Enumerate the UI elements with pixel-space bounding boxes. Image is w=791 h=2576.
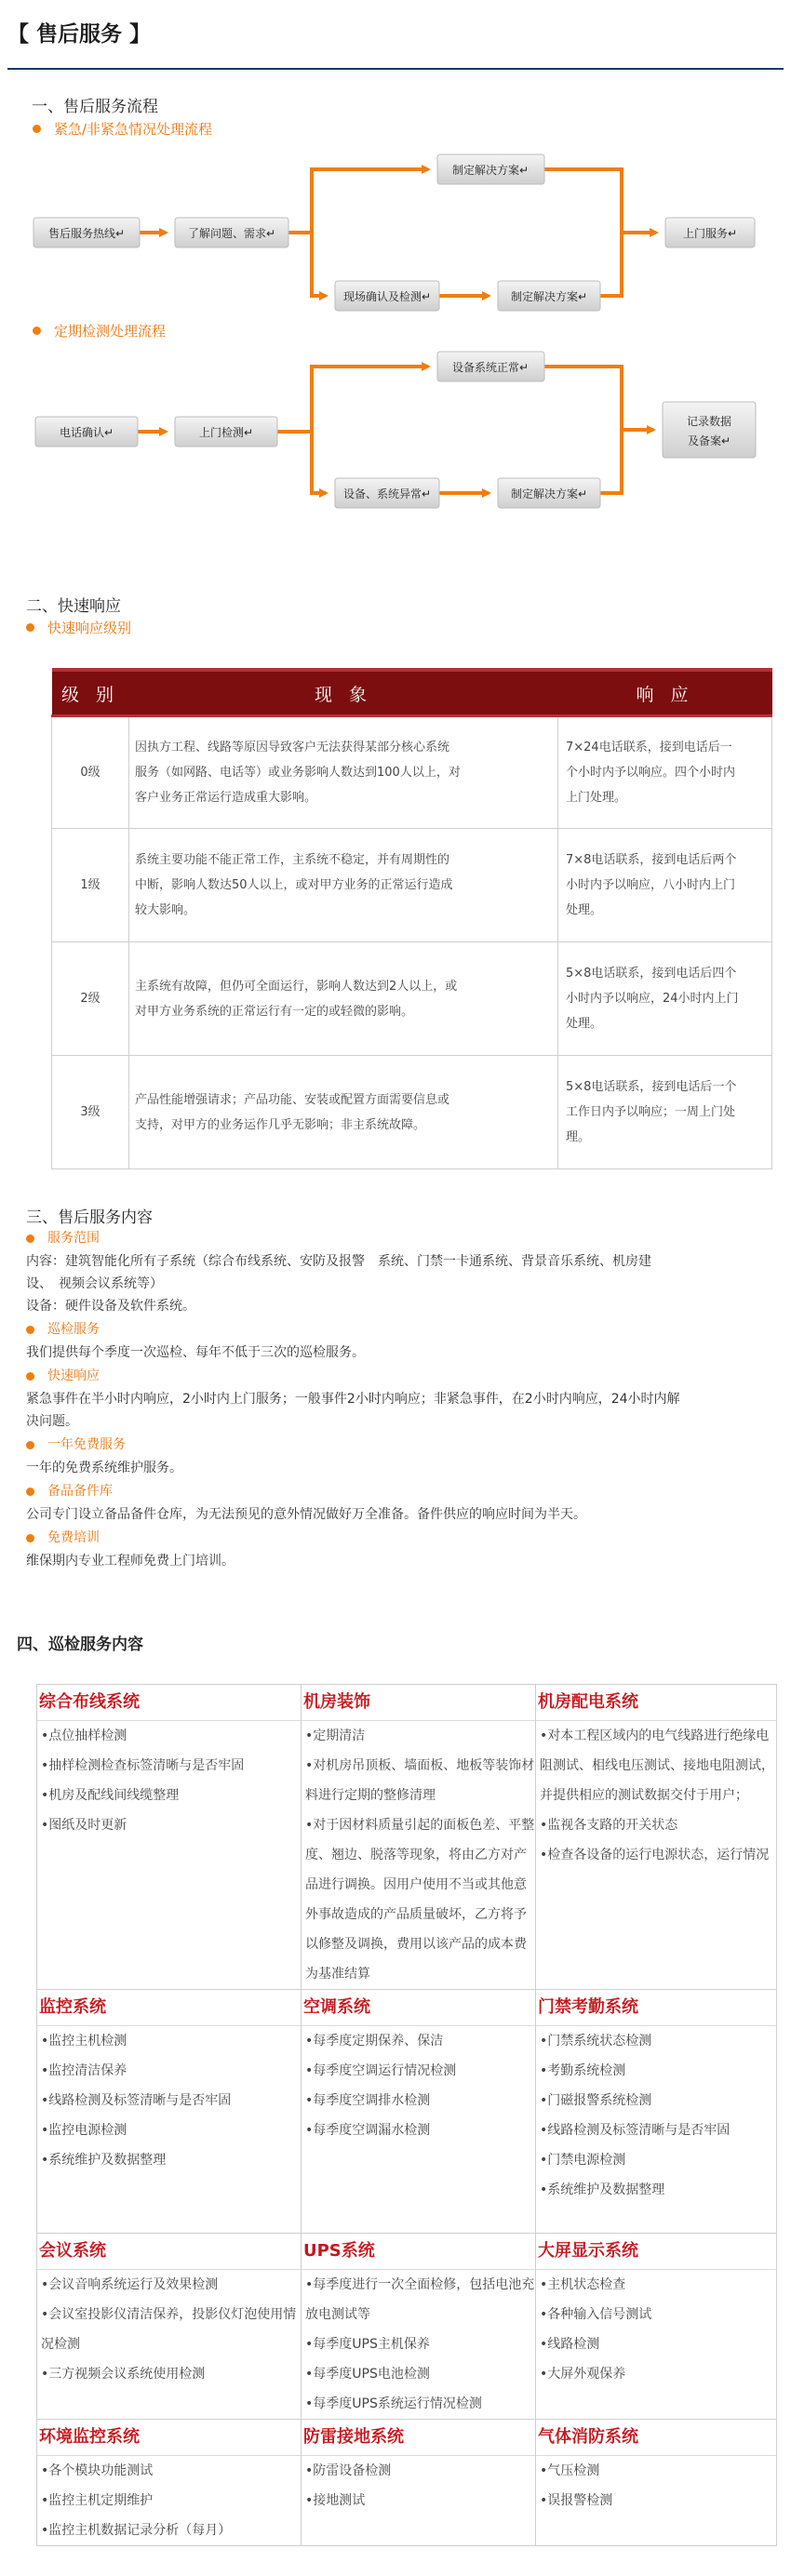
response-cell: 7×8电话联系，接到电话后两个 小时内予以响应，八小时内上门 处理。: [558, 829, 772, 942]
level-cell: 3级: [52, 1056, 129, 1169]
inspection-item: •线路检测及标签清晰与是否牢固: [540, 2123, 731, 2138]
inspection-item: •监控主机检测: [41, 2034, 127, 2049]
inspection-item: •监控清洁保养: [41, 2063, 127, 2078]
inspection-item: •对本工程区域内的电气线路进行绝缘电阻测试、相线电压测试、接地电阻测试，并提供相应的测试数据交付于用户；: [540, 1728, 774, 1803]
flow1-heading: 紧急/非紧急情况处理流程: [33, 119, 212, 139]
service-item: 一年免费服务 一年的免费系统维护服务。: [26, 1433, 780, 1479]
inspection-cell: [536, 1990, 777, 2234]
response-cell: 5×8电话联系，接到电话后四个 小时内予以响应，24小时内上门 处理。: [558, 942, 772, 1056]
inspection-item: •门禁电源检测: [540, 2153, 626, 2168]
flow1-plan-bottom-box: [498, 281, 600, 311]
inspection-system-title: 环境监控系统: [37, 2420, 301, 2456]
level-cell: 2级: [52, 942, 129, 1056]
inspection-item: •图纸及时更新: [41, 1818, 127, 1833]
inspection-item: •每季度UPS系统运行情况检测: [305, 2396, 482, 2411]
service-item-head: 服务范围: [47, 1231, 100, 1246]
inspection-system-title: 会议系统: [37, 2234, 301, 2270]
service-item-head: 免费培训: [47, 1530, 100, 1545]
phenomenon-cell: 系统主要功能不能正常工作，主系统不稳定，并有周期性的 中断，影响人数达50人以上，或对甲方业务的正常运行造成 较大影响。: [129, 829, 558, 942]
section-3-title: 三、售后服务内容: [26, 1208, 153, 1227]
phenomenon-cell: 因执方工程、线路等原因导致客户无法获得某部分核心系统 服务（如网路、电话等）或业务影响人数达到100人以上，对 客户业务正常运行造成重大影响。: [129, 716, 558, 829]
inspection-item: •会议室投影仪清洁保养，投影仪灯泡使用情况检测: [41, 2307, 297, 2352]
flow2-confirm-label: 电话确认↵: [59, 426, 114, 439]
inspection-cell: [536, 2234, 777, 2420]
inspection-item: •监控主机定期维护: [41, 2493, 154, 2508]
flow2-diagram: [0, 342, 791, 528]
inspection-cell: [302, 2420, 536, 2546]
flow1-start-box: [34, 218, 140, 247]
inspection-grid: [36, 1684, 777, 2546]
bullet-dot-icon: [33, 125, 41, 133]
inspection-item: •接地测试: [305, 2493, 366, 2508]
inspection-item: •误报警检测: [540, 2493, 613, 2508]
flow1-plan-top-box: [437, 154, 544, 184]
inspection-item: •定期清洁: [305, 1728, 366, 1743]
inspection-item: •每季度空调排水检测: [305, 2093, 431, 2108]
flow2-visit-check-box: [175, 417, 277, 447]
inspection-cell: [37, 1685, 302, 1990]
section-1-title: 一、售后服务流程: [32, 98, 158, 116]
response-cell: 5×8电话联系，接到电话后一个 工作日内予以响应；一周上门处 理。: [558, 1056, 772, 1169]
inspection-cell: [302, 1685, 536, 1990]
inspection-item: •机房及配线间线缆整理: [41, 1788, 180, 1803]
response-level-heading: 快速响应级别: [26, 618, 131, 637]
response-level-table: [51, 668, 772, 1169]
flow1-understand-label: 了解问题、需求↵: [187, 227, 276, 240]
flow2-abnormal-label: 设备、系统异常↵: [342, 487, 432, 501]
flow2-heading: 定期检测处理流程: [33, 321, 166, 340]
inspection-item: •对于因材料质量引起的面板色差、平整度、翘边、脱落等现象，将由乙方对产品进行调换。因用户使用不当或其他意外事故造成的产品质量破坏，乙方将予以修整及调换，费用以该产品的成本费为基准结算: [305, 1818, 535, 1982]
inspection-item: •气压检测: [540, 2463, 600, 2478]
flow2-record-box: [663, 402, 756, 458]
flow2-normal-box: [437, 352, 544, 381]
bullet-dot-icon: [26, 1326, 34, 1334]
header-phenomenon: 现 象: [129, 670, 558, 716]
inspection-item: •各个模块功能测试: [41, 2463, 154, 2478]
inspection-item: •监控主机数据记录分析（每月）: [41, 2523, 232, 2538]
inspection-system-title: 机房装饰: [302, 1685, 535, 1721]
inspection-cell: [37, 1990, 302, 2234]
level-cell: 1级: [52, 829, 129, 942]
inspection-item: •线路检测: [540, 2337, 600, 2352]
section-2-title: 二、快速响应: [26, 597, 121, 616]
inspection-item: •会议音响系统运行及效果检测: [41, 2277, 219, 2292]
flow2-plan-label: 制定解决方案↵: [510, 487, 588, 501]
inspection-item: •主机状态检查: [540, 2277, 626, 2292]
flow1-understand-box: [175, 218, 288, 247]
service-item: 免费培训 维保期内专业工程师免费上门培训。: [26, 1526, 780, 1572]
inspection-item: •抽样检测检查标签清晰与是否牢固: [41, 1758, 245, 1773]
service-item: 备品备件库 公司专门设立备品备件仓库，为无法预见的意外情况做好万全准备。备件供应的响应时间为半天。: [26, 1479, 780, 1526]
inspection-item: •每季度定期保养、保洁: [305, 2034, 444, 2049]
flow1-plan-top-label: 制定解决方案↵: [451, 164, 530, 177]
flow1-visit-box: [665, 218, 755, 247]
header-divider: [7, 68, 784, 70]
flow1-plan-bottom-label: 制定解决方案↵: [510, 290, 588, 303]
inspection-item: •各种输入信号测试: [540, 2307, 652, 2322]
inspection-item: •门磁报警系统检测: [540, 2093, 652, 2108]
inspection-item: •考勤系统检测: [540, 2063, 626, 2078]
inspection-cell: [37, 2234, 302, 2420]
inspection-item: •监视各支路的开关状态: [540, 1818, 678, 1833]
service-item-head: 快速响应: [47, 1368, 100, 1383]
inspection-system-title: 防雷接地系统: [302, 2420, 535, 2456]
bullet-dot-icon: [26, 1372, 34, 1381]
grid-row: [37, 2234, 777, 2420]
service-item: 服务范围 内容：建筑智能化所有子系统（综合布线系统、安防及报警 系统、门禁一卡通系统、背景音乐系统、机房建 设、 视频会议系统等） 设备：硬件设备及软件系统。: [26, 1226, 780, 1317]
inspection-item: •每季度空调漏水检测: [305, 2123, 431, 2138]
inspection-item: •系统维护及数据整理: [540, 2182, 665, 2197]
page-title: 【 售后服务 】: [7, 22, 152, 47]
response-cell: 7×24电话联系，接到电话后一 个小时内予以响应。四个小时内 上门处理。: [558, 716, 772, 829]
section-4-title: 四、巡检服务内容: [17, 1635, 143, 1654]
inspection-item: •每季度UPS电池检测: [305, 2367, 430, 2382]
inspection-item: •大屏外观保养: [540, 2367, 626, 2382]
service-item-head: 一年免费服务: [47, 1437, 126, 1452]
bullet-dot-icon: [26, 623, 34, 632]
inspection-item: •点位抽样检测: [41, 1728, 127, 1743]
flow2-visit-check-label: 上门检测↵: [198, 426, 254, 439]
flow1-onsite-label: 现场确认及检测↵: [342, 290, 432, 303]
table-row: [52, 716, 772, 829]
flow2-confirm-box: [35, 417, 138, 447]
inspection-system-title: 大屏显示系统: [536, 2234, 776, 2270]
inspection-item: •三方视频会议系统使用检测: [41, 2367, 206, 2382]
inspection-cell: [536, 1685, 777, 1990]
bullet-dot-icon: [26, 1488, 34, 1496]
table-row: [52, 829, 772, 942]
flow2-abnormal-box: [335, 478, 439, 508]
bullet-dot-icon: [33, 327, 41, 335]
inspection-system-title: 门禁考勤系统: [536, 1990, 776, 2026]
grid-row: [37, 2420, 777, 2546]
service-item: 巡检服务 我们提供每个季度一次巡检、每年不低于三次的巡检服务。: [26, 1317, 780, 1364]
table-header-row: [52, 670, 772, 716]
inspection-item: •门禁系统状态检测: [540, 2034, 652, 2049]
phenomenon-cell: 主系统有故障，但仍可全面运行，影响人数达到2人以上，或 对甲方业务系统的正常运行有一定的或轻微的影响。: [129, 942, 558, 1056]
inspection-system-title: UPS系统: [302, 2234, 535, 2270]
inspection-system-title: 机房配电系统: [536, 1685, 776, 1721]
flow2-normal-label: 设备系统正常↵: [451, 361, 530, 374]
bullet-dot-icon: [26, 1534, 34, 1542]
service-item: 快速响应 紧急事件在半小时内响应，2小时内上门服务；一般事件2小时内响应；非紧急事件，在2小时内响应，24小时内解 决问题。: [26, 1364, 780, 1433]
inspection-system-title: 综合布线系统: [37, 1685, 301, 1721]
service-content-list: [26, 1226, 780, 1572]
inspection-system-title: 气体消防系统: [536, 2420, 776, 2456]
flow1-diagram: [0, 140, 791, 326]
grid-row: [37, 1685, 777, 1990]
inspection-item: •检查各设备的运行电源状态，运行情况: [540, 1848, 770, 1862]
table-row: [52, 942, 772, 1056]
header-response: 响 应: [558, 670, 772, 716]
bullet-dot-icon: [26, 1235, 34, 1243]
flow2-plan-box: [498, 478, 600, 508]
flow1-start-label: 售后服务热线↵: [47, 227, 126, 240]
inspection-cell: [302, 2234, 536, 2420]
inspection-cell: [37, 2420, 302, 2546]
phenomenon-cell: 产品性能增强请求；产品功能、安装或配置方面需要信息或 支持，对甲方的业务运作几乎无影响；非主系统故障。: [129, 1056, 558, 1169]
service-item-head: 备品备件库: [47, 1484, 113, 1499]
inspection-system-title: 监控系统: [37, 1990, 301, 2026]
level-cell: 0级: [52, 716, 129, 829]
inspection-item: •每季度UPS主机保养: [305, 2337, 430, 2352]
inspection-system-title: 空调系统: [302, 1990, 535, 2026]
flow1-onsite-box: [335, 281, 439, 311]
inspection-item: •线路检测及标签清晰与是否牢固: [41, 2093, 232, 2108]
grid-row: [37, 1990, 777, 2234]
flow1-visit-label: 上门服务↵: [682, 227, 738, 240]
inspection-item: •系统维护及数据整理: [41, 2153, 167, 2168]
inspection-item: •对机房吊顶板、墙面板、地板等装饰材料进行定期的整修清理: [305, 1758, 535, 1803]
inspection-item: •监控电源检测: [41, 2123, 127, 2138]
flow2-record-line-2: 及备案↵: [687, 434, 731, 447]
bullet-dot-icon: [26, 1441, 34, 1449]
flow2-record-line-1: 记录数据: [686, 415, 732, 428]
inspection-item: •防雷设备检测: [305, 2463, 392, 2478]
table-row: [52, 1056, 772, 1169]
inspection-item: •每季度进行一次全面检修，包括电池充放电测试等: [305, 2277, 535, 2322]
inspection-item: •每季度空调运行情况检测: [305, 2063, 457, 2078]
inspection-cell: [536, 2420, 777, 2546]
header-level: 级 别: [52, 670, 129, 716]
service-item-head: 巡检服务: [47, 1322, 100, 1337]
inspection-cell: [302, 1990, 536, 2234]
